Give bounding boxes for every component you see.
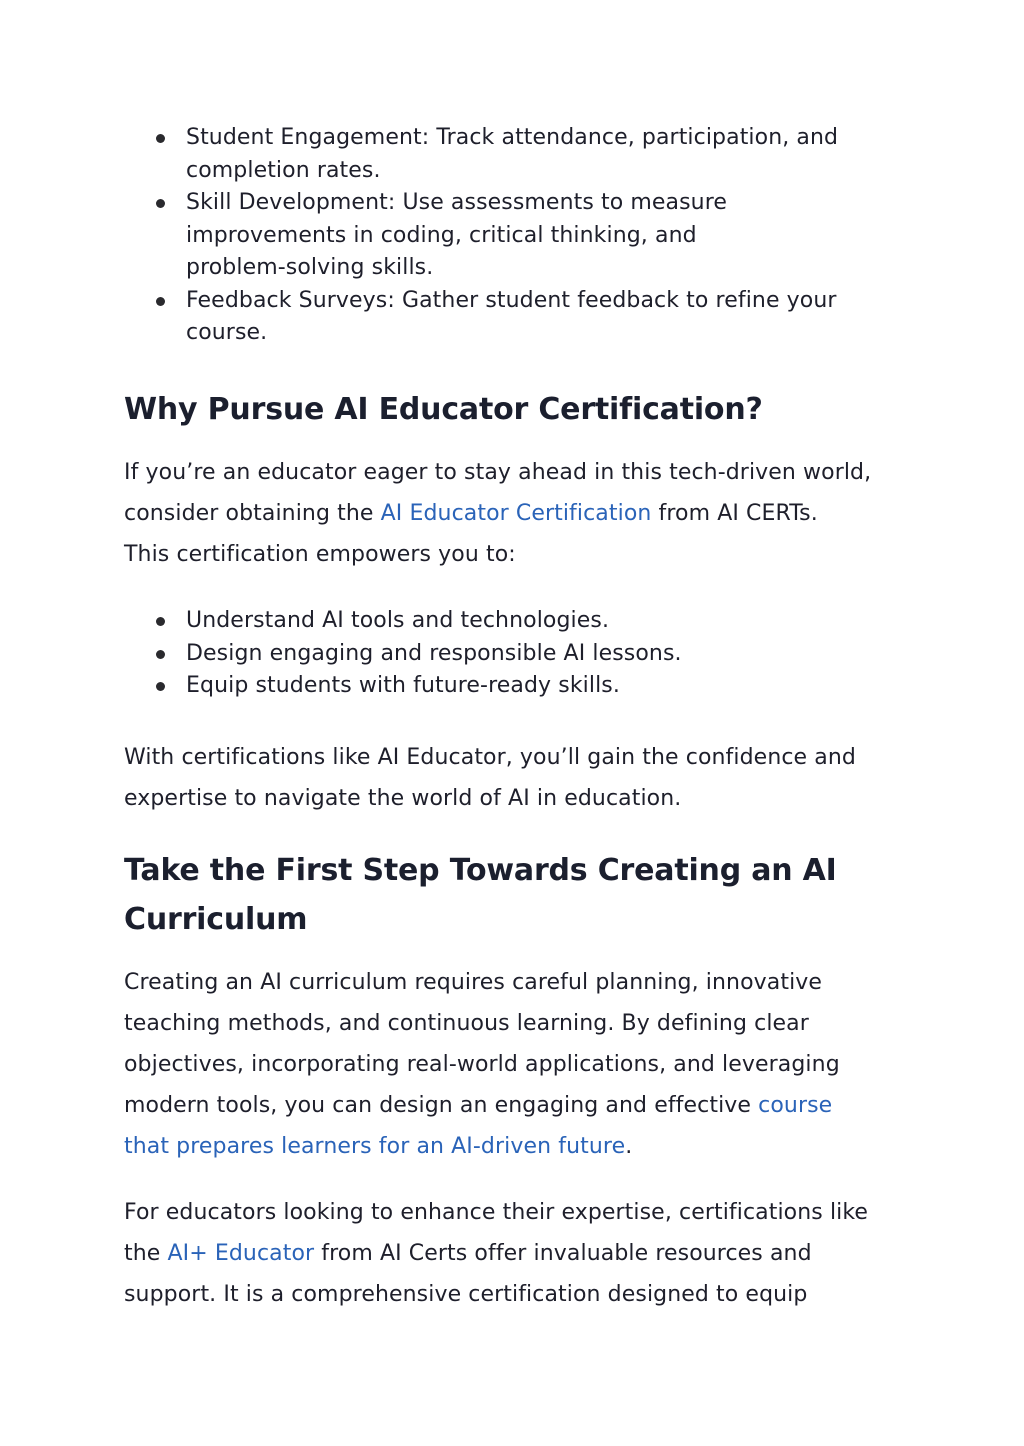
paragraph-text: modern tools, you can design an engaging and effective xyxy=(124,1093,759,1118)
paragraph-text: Creating an AI curriculum requires careful planning, innovative xyxy=(124,970,823,995)
list-item-text: completion rates. xyxy=(186,157,381,183)
list-item-text: improvements in coding, critical thinking, and xyxy=(186,222,697,248)
heading-text: Take the First Step Towards Creating an AI xyxy=(124,853,837,888)
bullet-icon xyxy=(156,650,165,659)
paragraph-text: objectives, incorporating real-world applications, and leveraging xyxy=(124,1052,840,1077)
bullet-icon xyxy=(156,199,165,208)
paragraph-text: the xyxy=(124,1241,168,1266)
section-heading-take xyxy=(124,846,884,944)
metrics-bullet-list xyxy=(124,122,904,350)
paragraph-text: teaching methods, and continuous learning. By defining clear xyxy=(124,1011,809,1036)
bullet-icon xyxy=(156,682,165,691)
list-item-text: Equip students with future-ready skills. xyxy=(186,673,620,698)
paragraph-text: If you’re an educator eager to stay ahead in this tech-driven world, xyxy=(124,460,872,485)
heading-text: Curriculum xyxy=(124,902,308,937)
paragraph-text: from AI CERTs. xyxy=(651,501,818,526)
list-item-text: Student Engagement: Track attendance, participation, and xyxy=(186,125,839,150)
list-item xyxy=(124,122,904,187)
bullet-icon xyxy=(156,297,165,306)
section-heading-why: Why Pursue AI Educator Certification? xyxy=(124,392,763,427)
paragraph-text: . xyxy=(625,1134,633,1159)
paragraph-text: consider obtaining the xyxy=(124,501,381,526)
course-link[interactable]: course xyxy=(758,1093,833,1118)
list-item-text: Understand AI tools and technologies. xyxy=(186,608,610,633)
list-item-text: Feedback Surveys: Gather student feedback to refine your xyxy=(186,287,837,313)
bullet-icon xyxy=(156,617,165,626)
ai-educator-certification-link[interactable]: AI Educator Certification xyxy=(380,501,652,526)
bullet-icon xyxy=(156,134,165,143)
closing-paragraph xyxy=(124,737,914,819)
certification-paragraph xyxy=(124,1192,914,1315)
list-item xyxy=(124,605,904,638)
course-link-continued[interactable]: that prepares learners for an AI-driven future xyxy=(124,1134,626,1159)
paragraph-text: from AI Certs offer invaluable resources and xyxy=(314,1241,812,1266)
list-item-text: Design engaging and responsible AI lessons. xyxy=(186,640,682,666)
list-item-text: course. xyxy=(186,320,268,345)
paragraph-text: For educators looking to enhance their expertise, certifications like xyxy=(124,1200,869,1225)
ai-plus-educator-link[interactable]: AI+ Educator xyxy=(167,1241,315,1266)
list-item xyxy=(124,187,904,285)
paragraph-text: This certification empowers you to: xyxy=(124,542,516,567)
list-item-text: Skill Development: Use assessments to measure xyxy=(186,190,728,215)
curriculum-paragraph xyxy=(124,962,914,1167)
benefits-bullet-list xyxy=(124,605,904,703)
list-item-text: problem-solving skills. xyxy=(186,255,434,280)
paragraph-text: support. It is a comprehensive certification designed to equip xyxy=(124,1282,808,1307)
paragraph-text: With certifications like AI Educator, you’ll gain the confidence and xyxy=(124,745,856,770)
list-item xyxy=(124,638,904,671)
list-item xyxy=(124,285,904,350)
why-paragraph xyxy=(124,452,914,575)
paragraph-text: expertise to navigate the world of AI in education. xyxy=(124,786,682,811)
list-item xyxy=(124,670,904,703)
